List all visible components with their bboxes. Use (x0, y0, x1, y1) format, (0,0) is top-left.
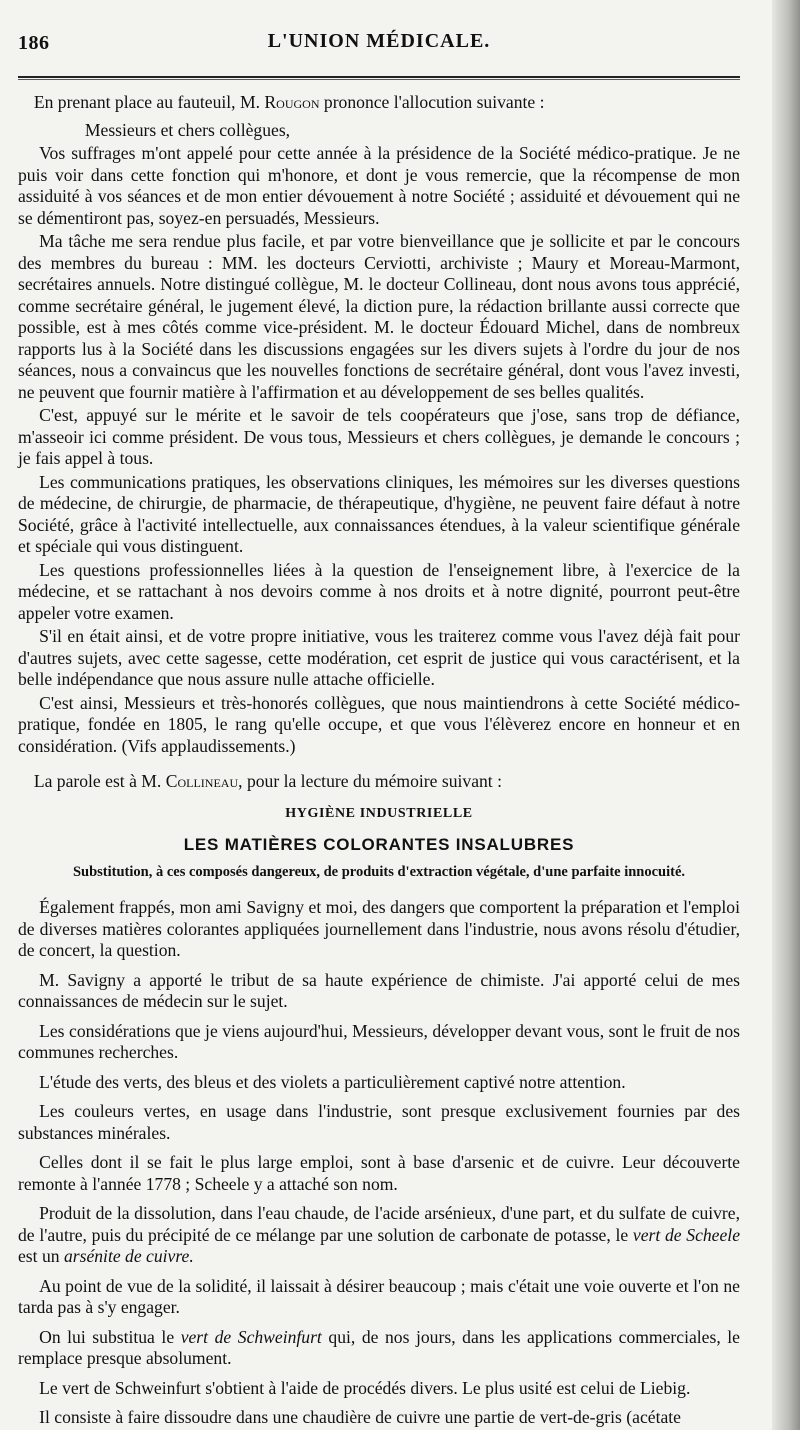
section-heading: HYGIÈNE INDUSTRIELLE (285, 805, 473, 821)
article-title: LES MATIÈRES COLORANTES INSALUBRES (183, 835, 575, 854)
speech-paragraph: Vos suffrages m'ont appelé pour cette année à la présidence de la Société médico-pratique. Je ne puis voir dans cette fonction qui m'honore, et dont je vous remercie, que la récompense de mon assiduité à vos séances et de mon entier dévouement à notre Société ; assiduité et dévouement qui ne se démentiront pas, soyez-en persuadés, Messieurs. (18, 143, 740, 228)
article-paragraph: Les considérations que je viens aujourd'hui, Messieurs, développer devant vous, sont le fruit de nos communes recherches. (18, 1020, 740, 1062)
speech-paragraph: Les questions professionnelles liées à la question de l'enseignement libre, à l'exercice de la médecine, et se rattachant à nos devoirs comme à nos droits et à notre dignité, pourront peut-être appeler votre examen. (18, 559, 740, 623)
speech-paragraph: C'est, appuyé sur le mérite et le savoir de tels coopérateurs que j'ose, sans trop de défiance, m'asseoir ici comme président. De vous tous, Messieurs et chers collègues, je demande le concours ; je fais appel à tous. (18, 405, 740, 468)
article-paragraph: Également frappés, mon ami Savigny et moi, des dangers que comportent la préparation et l'emploi de diverses matières colorantes appliquées journellement dans l'industrie, nous avons résolu d'étudier, de concert, la question. (18, 897, 740, 960)
author-name: Collineau (165, 771, 239, 791)
schweinfurt-term: vert de Schweinfurt (180, 1326, 322, 1347)
article-body (18, 897, 740, 1429)
intro-tail: prononce l'allocution suivante : (323, 92, 545, 112)
page-number: 186 (18, 32, 50, 54)
scheele-term: vert de Scheele (632, 1224, 740, 1245)
article-paragraph: Les couleurs vertes, en usage dans l'industrie, sont presque exclusivement fournies par des substances minérales. (18, 1101, 740, 1143)
article-paragraph-scheele (18, 1203, 740, 1268)
transition-tail: , pour la lecture du mémoire suivant : (238, 771, 502, 791)
transition-paragraph (18, 771, 740, 793)
article-subtitle: Substitution, à ces composés dangereux, de produits d'extraction végétale, d'une parfaite innocuité. (72, 863, 686, 880)
article-paragraph: Celles dont il se fait le plus large emploi, sont à base d'arsenic et de cuivre. Leur découverte remonte à l'année 1778 ; Scheele y a attaché son nom. (18, 1152, 740, 1194)
header-rule (18, 76, 740, 78)
scheele-text-before: Produit de la dissolution, dans l'eau chaude, de l'acide arsénieux, d'une part, et du sulfate de cuivre, de l'autre, puis du précipité de ce mélange par une solution de carbonate de potasse, le (18, 1203, 740, 1245)
intro-paragraph (18, 92, 740, 114)
transition-lead: La parole est à M. (33, 771, 162, 791)
page-edge-shadow (772, 0, 800, 1430)
speech-paragraph: Ma tâche me sera rendue plus facile, et par votre bienveillance que je sollicite et par le concours des membres du bureau : MM. les docteurs Cerviotti, archiviste ; Maury et Moreau-Marmont, secrétaires annuels. Notre distingué collègue, M. le docteur Collineau, dont nous avons tous apprécié, comme secrétaire général, le jugement élevé, la diction pure, la rédaction brillante aussi correcte que possible, est à mes côtés comme vice-président. M. le docteur Édouard Michel, dans de nombreux rapports lus à la Société dans les discussions engagées sur les divers sujets à l'ordre du jour de nos séances, nous a convaincus que les nouvelles fonctions de secrétaire général, dont vous l'avez investi, ne peuvent que fournir matière à l'affirmation et au développement de ses belles qualités. (18, 231, 740, 402)
speech-salutation: Messieurs et chers collègues, (84, 119, 291, 140)
speech-paragraph: Les communications pratiques, les observations cliniques, les mémoires sur les diverses questions de médecine, de chirurgie, de pharmacie, de thérapeutique, d'hygiène, ne peuvent faire défaut à notre Société, grâce à l'activité intellectuelle, aux connaissances étendues, à la valeur scientifique générale et spéciale qui vous distinguent. (18, 471, 740, 556)
article-paragraph: M. Savigny a apporté le tribut de sa haute expérience de chimiste. J'ai apporté celui de mes connaissances de médecin sur le sujet. (18, 969, 740, 1011)
speech-paragraph: C'est ainsi, Messieurs et très-honorés collègues, que nous maintiendrons à cette Société médico-pratique, fondée en 1805, le rang qu'elle occupe, et que vous l'élèverez encore en honneur et en considération. (Vifs applaudissements.) (18, 692, 740, 756)
intro-lead: En prenant place au fauteuil, M. (33, 92, 261, 112)
article-paragraph: Le vert de Schweinfurt s'obtient à l'aide de procédés divers. Le plus usité est celui de Liebig. (39, 1377, 691, 1398)
scheele-text-middle: est un (18, 1246, 60, 1266)
schweinfurt-text-after: qui, de nos jours, dans les applications commerciales, le remplace presque absolument. (18, 1326, 740, 1368)
arsenite-term: arsénite de cuivre. (63, 1246, 194, 1266)
article-paragraph: Au point de vue de la solidité, il laissait à désirer beaucoup ; mais c'était une voie ouverte et l'on ne tarda pas à s'y engager. (18, 1275, 740, 1317)
article-paragraph-schweinfurt (18, 1327, 740, 1370)
article-paragraph: Il consiste à faire dissoudre dans une chaudière de cuivre une partie de vert-de-gris (acétate (39, 1407, 681, 1427)
speech-body (18, 143, 740, 757)
schweinfurt-text-before: On lui substitua le (39, 1326, 175, 1347)
article-paragraph: L'étude des verts, des bleus et des violets a particulièrement captivé notre attention. (39, 1071, 626, 1092)
speaker-name: Rougon (264, 92, 320, 112)
journal-title: L'UNION MÉDICALE. (267, 30, 491, 52)
running-head (18, 26, 740, 62)
header-rule-thin (18, 79, 740, 80)
speech-paragraph: S'il en était ainsi, et de votre propre initiative, vous les traiterez comme vous l'avez déjà fait pour d'autres sujets, avec cette sagesse, cette modération, cet esprit de justice qui vous caractérisent, et la belle indépendance que nous assure nulle attache officielle. (18, 626, 740, 689)
page-body (18, 92, 740, 1429)
